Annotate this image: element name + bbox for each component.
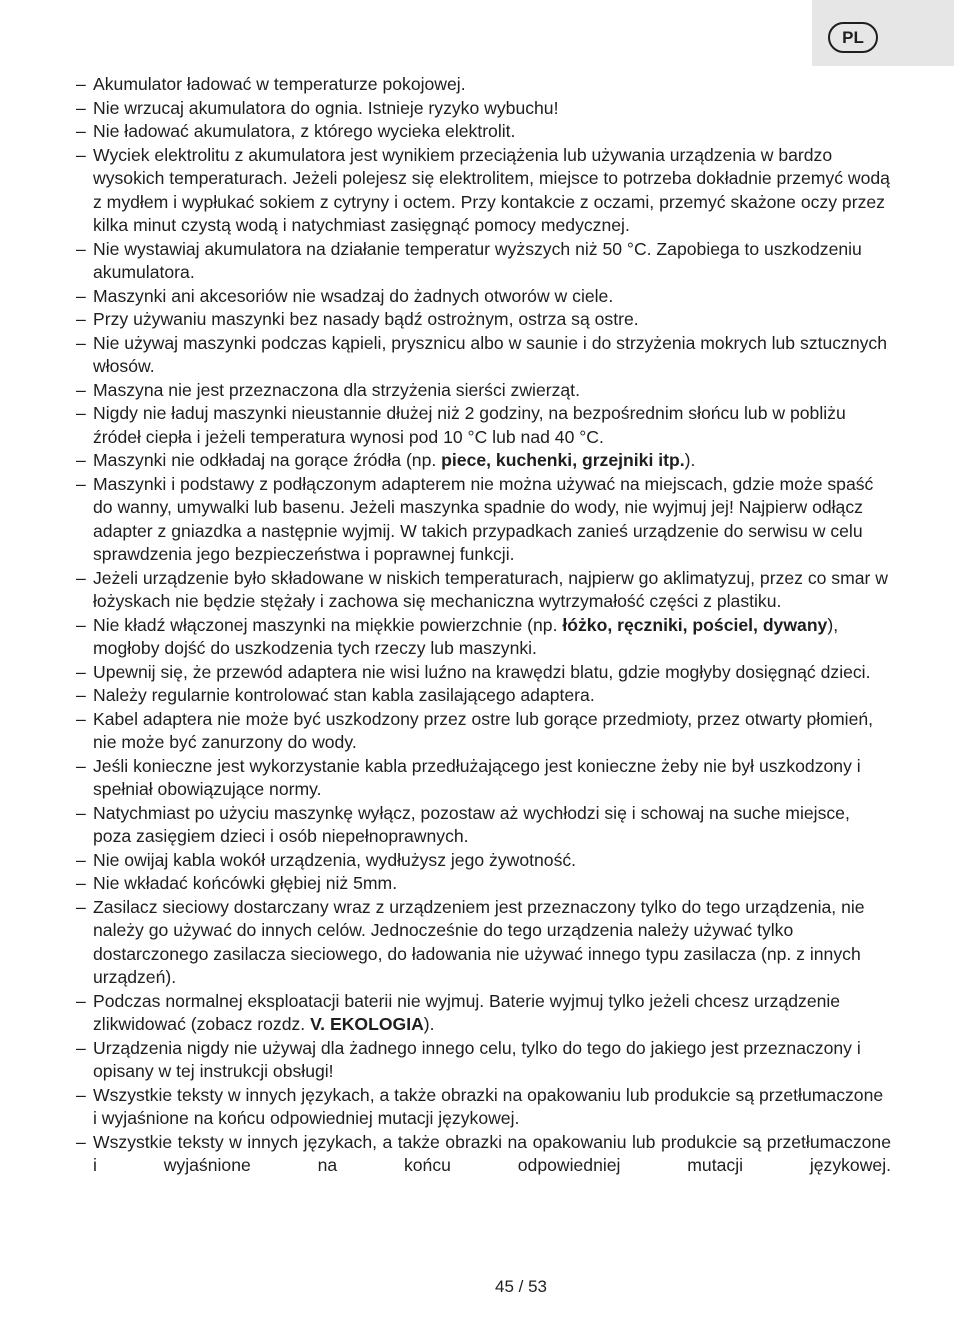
- list-item: [76, 872, 891, 896]
- page-separator: /: [513, 1277, 529, 1296]
- emphasis-text: piece, kuchenki, grzejniki itp.: [441, 450, 685, 470]
- list-item: [76, 896, 891, 990]
- item-text: ).: [423, 1014, 435, 1034]
- list-item: [76, 73, 891, 97]
- list-item: [76, 473, 891, 567]
- list-dash: –: [76, 990, 86, 1011]
- list-dash: –: [76, 403, 86, 423]
- item-text: Maszynki nie odkładaj na gorące źródła (np.: [93, 450, 442, 470]
- list-item: [76, 708, 891, 755]
- list-item: [76, 379, 891, 403]
- item-text: Nie używaj maszynki podczas kąpieli, prysznicu albo w saunie i do strzyżenia mokrych lub sztucznych włosów.: [93, 332, 888, 376]
- list-item: [76, 614, 891, 661]
- language-badge: PL: [828, 22, 878, 53]
- item-text: Nie wkładać końcówki głębiej niż 5mm.: [93, 873, 398, 893]
- list-dash: –: [76, 285, 86, 306]
- list-item: [76, 567, 891, 614]
- list-dash: –: [76, 97, 86, 118]
- list-dash: –: [76, 685, 86, 705]
- list-item: [76, 802, 891, 849]
- item-text: Maszynki ani akcesoriów nie wsadzaj do żadnych otworów w ciele.: [93, 285, 614, 306]
- item-text: Akumulator ładować w temperaturze pokojowej.: [93, 74, 466, 94]
- safety-instructions-list: [76, 73, 891, 1178]
- item-text: Maszyna nie jest przeznaczona dla strzyżenia sierści zwierząt.: [93, 379, 580, 400]
- item-text: Nigdy nie ładuj maszynki nieustannie dłużej niż 2 godziny, na bezpośrednim słońcu lub w pobliżu źródeł ciepła i jeżeli temperatura wynosi pod 10 °C lub nad 40 °C.: [93, 403, 846, 447]
- list-dash: –: [76, 755, 86, 776]
- list-item: [76, 144, 891, 238]
- item-text: Maszynki i podstawy z podłączonym adapterem nie można używać na miejscach, gdzie może spaść do wanny, umywalki lub basenu. Jeżeli maszynka spadnie do wody, nie wyjmuj jej! Najpierw odłącz adapter z gniazdka a następnie wyjmij. W takich przypadkach zanieś urządzenie do serwisu w celu sprawdzenia jego bezpieczeństwa i poprawnej funkcji.: [93, 473, 874, 564]
- list-item: [76, 684, 891, 708]
- language-tab: [812, 0, 954, 66]
- list-item: [76, 285, 891, 309]
- list-dash: –: [76, 1084, 86, 1105]
- item-text: Przy używaniu maszynki bez nasady bądź ostrożnym, ostrza są ostre.: [93, 309, 639, 329]
- list-dash: –: [76, 1131, 86, 1152]
- list-item: [76, 332, 891, 379]
- item-text: ).: [684, 450, 696, 470]
- item-text: Kabel adaptera nie może być uszkodzony przez ostre lub gorące przedmioty, przez otwarty płomień, nie może być zanurzony do wody.: [93, 708, 874, 752]
- item-text: Nie ładować akumulatora, z którego wycieka elektrolit.: [93, 121, 516, 141]
- list-dash: –: [76, 473, 86, 494]
- item-text: Urządzenia nigdy nie używaj dla żadnego innego celu, tylko do tego do jakiego jest przeznaczony i opisany w tej instrukcji obsługi!: [93, 1037, 861, 1081]
- item-text: Jeżeli urządzenie było składowane w niskich temperaturach, najpierw go aklimatyzuj, przez co smar w łożyskach nie będzie stężały i zachowa się mechaniczna wytrzymałość części z plastiku.: [93, 567, 889, 611]
- list-item: [76, 120, 891, 144]
- list-item: [76, 449, 891, 473]
- list-dash: –: [76, 379, 86, 400]
- list-dash: –: [76, 238, 86, 259]
- list-dash: –: [76, 896, 86, 917]
- item-text: Należy regularnie kontrolować stan kabla zasilającego adaptera.: [93, 685, 595, 705]
- item-text: Wszystkie teksty w innych językach, a także obrazki na opakowaniu lub produkcie są przetłumaczone i wyjaśnione na końcu odpowiedniej mutacji językowej.: [93, 1131, 891, 1175]
- list-dash: –: [76, 873, 86, 893]
- list-item: [76, 97, 891, 121]
- list-item: [76, 755, 891, 802]
- page-current: 45: [494, 1277, 514, 1296]
- list-dash: –: [76, 450, 86, 470]
- item-text: Nie wystawiaj akumulatora na działanie temperatur wyższych niż 50 °C. Zapobiega to uszkodzeniu akumulatora.: [93, 238, 862, 282]
- list-item: [76, 1131, 891, 1178]
- item-text: Podczas normalnej eksploatacji baterii nie wyjmuj. Baterie wyjmuj tylko jeżeli chcesz urządzenie zlikwidować (zobacz rozdz.: [93, 990, 841, 1034]
- list-dash: –: [76, 332, 86, 353]
- list-dash: –: [76, 121, 86, 141]
- list-dash: –: [76, 708, 86, 729]
- page-number: [0, 1277, 954, 1297]
- list-item: [76, 1084, 891, 1131]
- list-dash: –: [76, 802, 86, 823]
- list-item: [76, 402, 891, 449]
- list-item: [76, 661, 891, 685]
- item-text: Natychmiast po użyciu maszynkę wyłącz, pozostaw aż wychłodzi się i schowaj na suche miejsce, poza zasięgiem dzieci i osób niepełnoprawnych.: [93, 802, 850, 846]
- item-text: Nie kładź włączonej maszynki na miękkie powierzchnie (np.: [93, 614, 563, 635]
- list-item: [76, 308, 891, 332]
- item-text: Zasilacz sieciowy dostarczany wraz z urządzeniem jest przeznaczony tylko do tego urządzenia, nie należy go używać do innych celów. Jednocześnie do tego urządzenia należy używać tylko dostarczonego zasilacza sieciowego, do ładowania nie używać innego typu zasilacza (np. z innych urządzeń).: [93, 896, 865, 987]
- item-text: Nie owijaj kabla wokół urządzenia, wydłużysz jego żywotność.: [93, 849, 577, 870]
- item-text: Wyciek elektrolitu z akumulatora jest wynikiem przeciążenia lub używania urządzenia w bardzo wysokich temperaturach. Jeżeli polejesz się elektrolitem, miejsce to potrzeba dokładnie przemyć wodą z mydłem i wypłukać sokiem z cytryny i octem. Przy kontakcie z oczami, przemyć skażone oczy przez kilka minut czystą wodą i natychmiast zasięgnąć pomocy medycznej.: [93, 144, 890, 235]
- page-total: 53: [528, 1277, 547, 1296]
- list-dash: –: [76, 309, 86, 329]
- item-text: Upewnij się, że przewód adaptera nie wisi luźno na krawędzi blatu, gdzie mogłyby dosięgnąć dzieci.: [93, 661, 871, 682]
- list-dash: –: [76, 74, 86, 94]
- item-text: Jeśli konieczne jest wykorzystanie kabla przedłużającego jest konieczne żeby nie był uszkodzony i spełniał obowiązujące normy.: [93, 755, 861, 799]
- list-item: [76, 990, 891, 1037]
- list-item: [76, 1037, 891, 1084]
- list-item: [76, 238, 891, 285]
- list-dash: –: [76, 1037, 86, 1058]
- list-dash: –: [76, 144, 86, 165]
- item-text: Wszystkie teksty w innych językach, a także obrazki na opakowaniu lub produkcie są przetłumaczone i wyjaśnione na końcu odpowiedniej mutacji językowej.: [93, 1084, 884, 1128]
- emphasis-text: łóżko, ręczniki, pościel, dywany: [562, 614, 828, 635]
- emphasis-text: V. EKOLOGIA: [310, 1014, 424, 1034]
- list-item: [76, 849, 891, 873]
- item-text: Nie wrzucaj akumulatora do ognia. Istnieje ryzyko wybuchu!: [93, 97, 559, 118]
- list-dash: –: [76, 567, 86, 588]
- list-dash: –: [76, 614, 86, 635]
- item-text: ), mogłoby dojść do uszkodzenia tych rzeczy lub maszynki.: [93, 614, 839, 658]
- list-dash: –: [76, 849, 86, 870]
- list-dash: –: [76, 661, 86, 682]
